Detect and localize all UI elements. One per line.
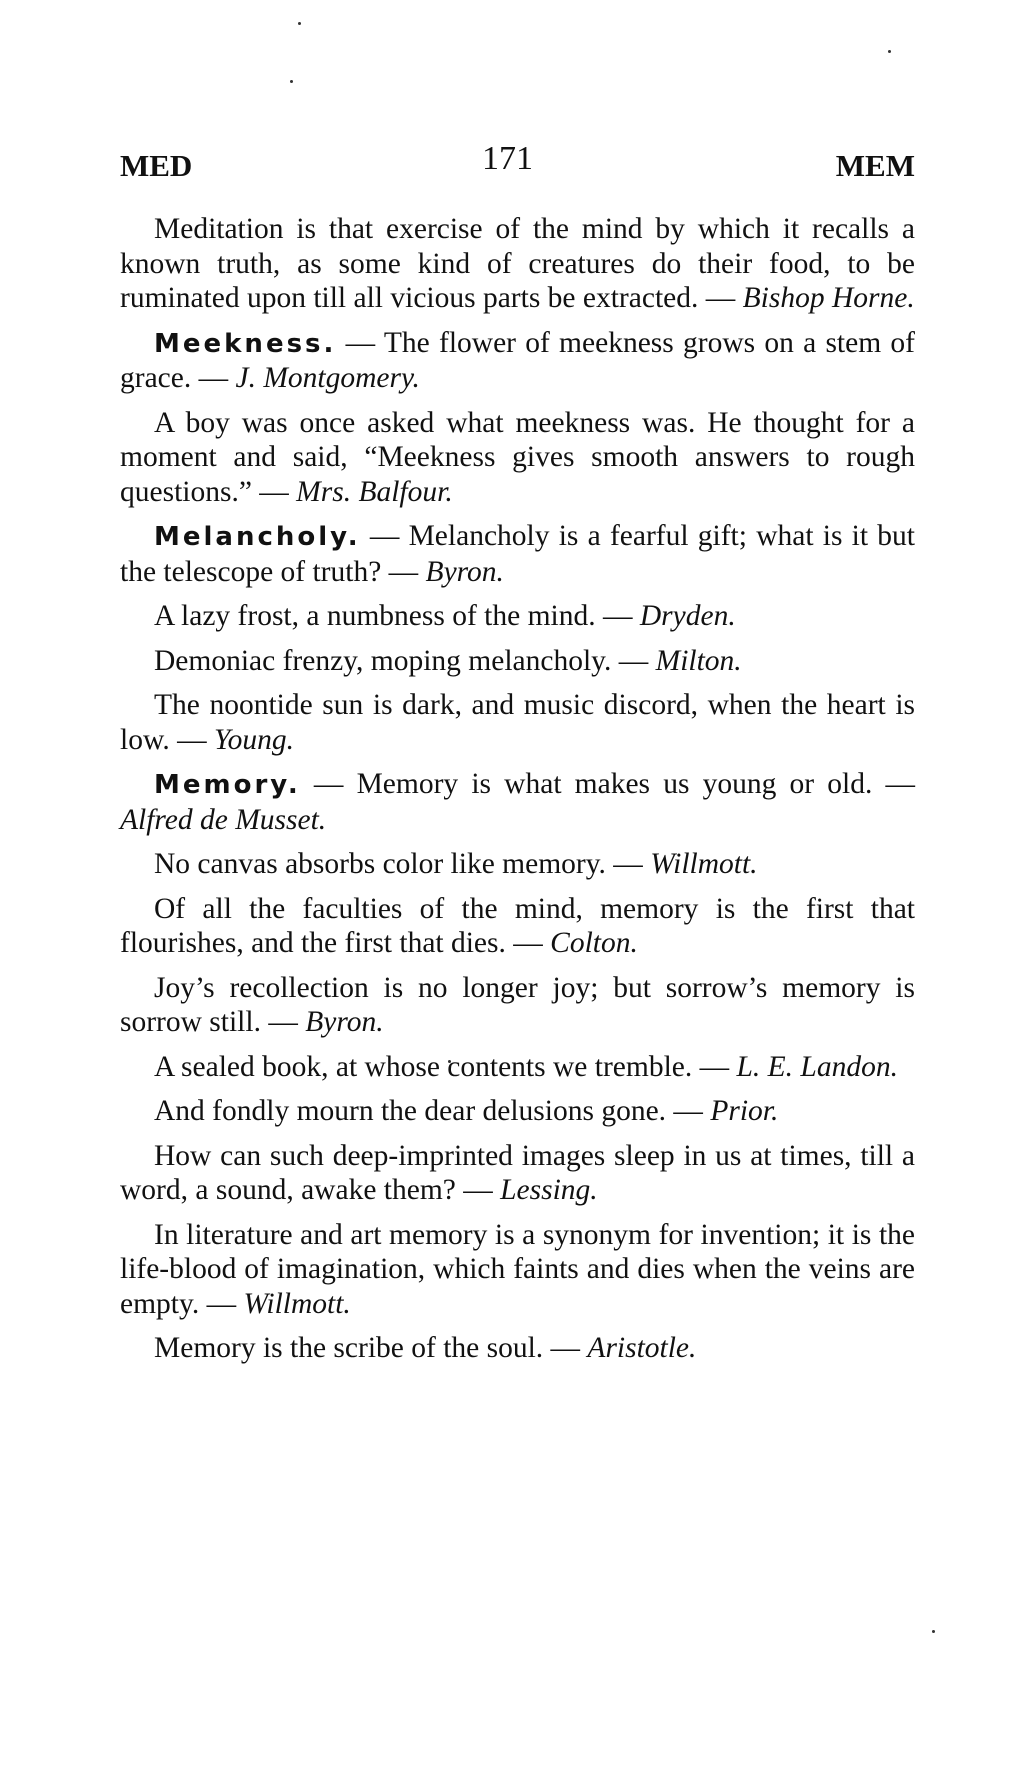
quotation-paragraph [120, 326, 915, 396]
quotation-paragraph [120, 688, 915, 757]
quotation-text: — The flower of meekness grows on a stem of grace. — [120, 326, 915, 394]
quotation-text: In literature and art memory is a synonym for invention; it is the life-blood of imagination, which faints and dies when the veins are empty. — [120, 1218, 915, 1320]
quotation-text: Demoniac frenzy, moping melancholy. — [154, 644, 649, 677]
quotation-author: Milton. [655, 644, 742, 677]
running-header [120, 140, 915, 190]
quotation-author: Prior. [710, 1095, 779, 1127]
quotation-paragraph [120, 892, 915, 961]
quotation-text: Of all the faculties of the mind, memory is the first that flourishes, and the first that dies. — [120, 892, 915, 959]
speck-mark [888, 50, 891, 53]
quotation-author: J. Montgomery. [235, 362, 420, 394]
quotation-author: Colton. [550, 927, 638, 959]
quotation-text: No canvas absorbs color like memory. — [154, 848, 643, 880]
quotation-paragraph [120, 1218, 915, 1322]
quotation-author: Willmott. [650, 848, 758, 880]
quotation-text: Meditation is that exercise of the mind by which it recalls a known truth, as some kind of creatures do their food, to be ruminated upon till all vicious parts be extracted. — [120, 213, 915, 314]
quotation-author: Alfred de Musset. [120, 803, 327, 836]
quotation-paragraph [120, 406, 915, 510]
quotation-paragraph [120, 1139, 915, 1208]
quotation-paragraph [120, 1094, 915, 1129]
quotation-text: And fondly mourn the dear delusions gone. — [154, 1095, 703, 1127]
quotation-paragraph [120, 519, 915, 589]
quotation-paragraph [120, 767, 915, 837]
quotation-text: A boy was once asked what meekness was. He thought for a moment and said, “Meekness gives smooth answers to rough questions.” — [120, 406, 915, 508]
page-number: 171 [482, 140, 533, 177]
quotation-paragraph [120, 644, 915, 679]
quotation-author: Bishop Horne. [742, 282, 915, 314]
quotation-author: Young. [213, 723, 295, 756]
quotation-body [120, 212, 915, 1376]
quotation-author: Byron. [305, 1006, 384, 1038]
quotation-text: — Melancholy is a fearful gift; what is it but the telescope of truth? — [120, 520, 915, 588]
quotation-paragraph [120, 1331, 915, 1366]
entry-heading: Meekness. [154, 328, 337, 359]
quotation-paragraph [120, 847, 915, 882]
quotation-text: — Memory is what makes us young or old. — [300, 768, 915, 800]
entry-heading: Memory. [154, 770, 301, 800]
speck-mark [298, 22, 301, 25]
quotation-author: Lessing. [500, 1174, 598, 1206]
header-left-guide-word: MED [120, 148, 193, 183]
quotation-paragraph [120, 971, 915, 1040]
quotation-author: Willmott. [243, 1287, 351, 1320]
quotation-author: Aristotle. [587, 1332, 697, 1364]
quotation-text: The noontide sun is dark, and music discord, when the heart is low. — [120, 689, 915, 756]
quotation-text: A sealed book, at whose contents we tremble. — [154, 1050, 730, 1083]
speck-mark [290, 80, 293, 83]
quotation-text: Joy’s recollection is no longer joy; but sorrow’s memory is sorrow still. — [120, 971, 915, 1038]
quotation-author: Byron. [425, 555, 504, 588]
quotation-paragraph [120, 212, 915, 316]
quotation-paragraph [120, 1050, 915, 1085]
quotation-author: Dryden. [639, 600, 736, 632]
quotation-text: A lazy frost, a numbness of the mind. — [154, 600, 633, 632]
quotation-text: Memory is the scribe of the soul. — [154, 1332, 581, 1364]
entry-heading: Melancholy. [154, 522, 361, 552]
speck-mark [932, 1630, 935, 1633]
header-right-guide-word: MEM [835, 148, 915, 183]
quotation-paragraph [120, 599, 915, 634]
quotation-author: Mrs. Balfour. [296, 475, 453, 508]
quotation-text: How can such deep-imprinted images sleep in us at times, till a word, a sound, awake them? — [120, 1139, 915, 1206]
quotation-author: L. E. Landon. [736, 1050, 898, 1083]
